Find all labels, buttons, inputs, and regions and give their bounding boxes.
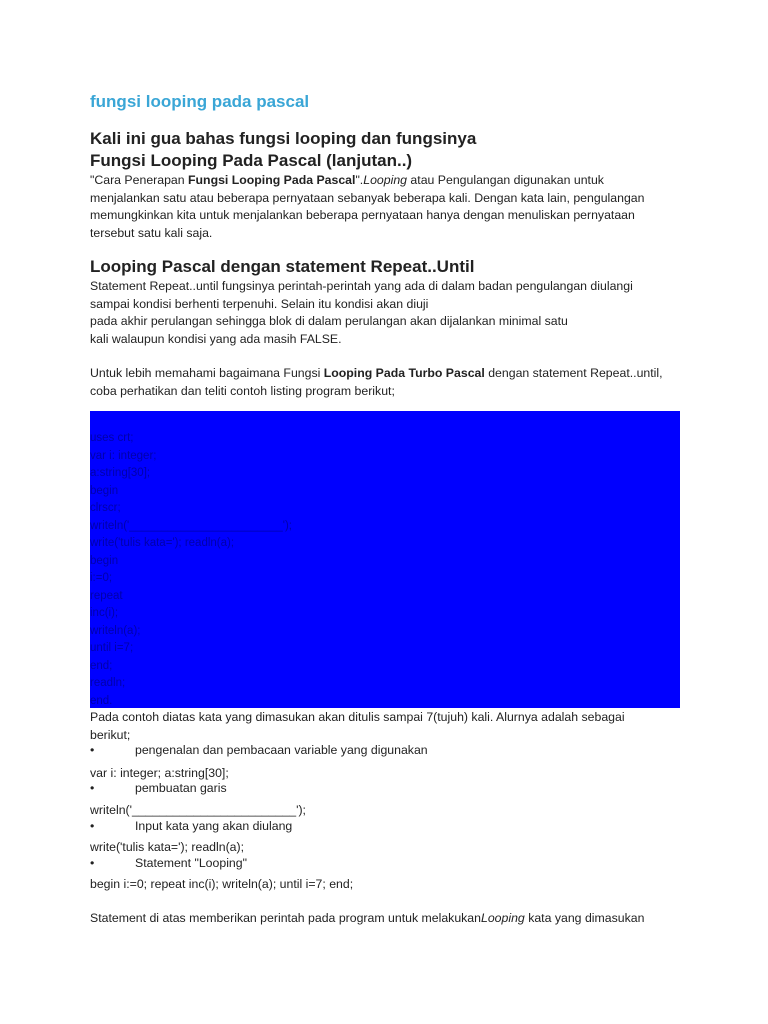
instruction-line-1 [90, 365, 680, 383]
bullet-dot: • [90, 819, 95, 833]
instruction-line-2: coba perhatikan dan teliti contoh listing program berikut; [90, 383, 395, 398]
code-listing [90, 411, 680, 708]
intro-text-b: ". [355, 173, 364, 187]
bullet-label: Input kata yang akan diulang [135, 819, 293, 833]
bullet-label: Statement "Looping" [135, 856, 247, 870]
bullet-dot: • [90, 781, 95, 795]
intro-line-3: memungkinkan kita untuk menjalankan beberapa pernyataan hanya dengan menuliskan pernyataan [90, 208, 635, 222]
closing-text-b: kata yang dimasukan [524, 911, 645, 925]
code-line: write('tulis kata='); readln(a); [90, 537, 235, 549]
closing-paragraph [90, 911, 644, 925]
intro-line-4: tersebut satu kali saja. [90, 225, 213, 240]
instruction-text-a: Untuk lebih memahami bagaimana Fungsi [90, 366, 324, 380]
intro-bold: Fungsi Looping Pada Pascal [188, 173, 356, 187]
code-line: a:string[30]; [90, 467, 151, 479]
repeat-desc-line: pada akhir perulangan sehingga blok di dalam perulangan akan dijalankan minimal satu [90, 314, 568, 328]
post-title-link[interactable]: fungsi looping pada pascal [90, 92, 310, 111]
bullet-code: begin i:=0; repeat inc(i); writeln(a); until i=7; end; [90, 877, 354, 891]
heading-subtitle: Fungsi Looping Pada Pascal (lanjutan..) [90, 151, 413, 170]
instruction-text-b: dengan statement Repeat..until, [484, 366, 663, 380]
code-line: var i: integer; [90, 449, 157, 462]
code-line: inc(i); [90, 607, 119, 619]
code-line: uses crt; [90, 432, 134, 444]
bullet-code: writeln('________________________'); [90, 803, 306, 817]
code-line: begin [90, 484, 119, 497]
intro-text-a: "Cara Penerapan [90, 173, 189, 187]
bullet-dot: • [90, 743, 95, 757]
intro-italic: Looping [363, 173, 408, 187]
repeat-desc-line: Statement Repeat..until fungsinya perintah-perintah yang ada di dalam badan pengulangan diulangi [90, 279, 633, 293]
code-line: writeln(a); [90, 624, 141, 637]
code-line: i:=0; [90, 572, 113, 584]
repeat-desc-line: sampai kondisi berhenti terpenuhi. Selain itu kondisi akan diuji [90, 296, 429, 311]
heading-intro: Kali ini gua bahas fungsi looping dan fungsinya [90, 129, 477, 148]
repeat-description [90, 278, 680, 348]
code-line: writeln('________________________'); [90, 519, 292, 532]
bullet-code: var i: integer; a:string[30]; [90, 766, 229, 780]
closing-text-a: Statement di atas memberikan perintah pada program untuk melakukan [90, 911, 481, 925]
intro-line-2: menjalankan satu atau beberapa pernyataan sebanyak beberapa kali. Dengan kata lain, pengulangan [90, 190, 645, 205]
code-line: end. [90, 694, 113, 707]
code-line: readln; [90, 677, 126, 689]
explain-line-1: Pada contoh diatas kata yang dimasukan akan ditulis sampai 7(tujuh) kali. Alurnya adalah sebagai [90, 710, 625, 724]
code-line: repeat [90, 589, 123, 602]
intro-line-1 [90, 172, 680, 190]
intro-paragraph [90, 172, 680, 242]
explain-line-2: berikut; [90, 727, 131, 742]
code-line: end; [90, 659, 113, 672]
explain-paragraph [90, 709, 680, 744]
closing-italic: Looping [481, 911, 525, 925]
instruction-paragraph [90, 365, 680, 400]
intro-text-c: atau Pengulangan digunakan untuk [407, 173, 604, 187]
instruction-bold: Looping Pada Turbo Pascal [323, 366, 485, 380]
bullet-label: pengenalan dan pembacaan variable yang digunakan [135, 743, 428, 757]
code-line: begin [90, 554, 119, 567]
heading-repeat-until: Looping Pascal dengan statement Repeat..Until [90, 257, 475, 276]
bullet-dot: • [90, 856, 95, 870]
bullet-label: pembuatan garis [135, 781, 227, 795]
code-line: until i=7; [90, 642, 134, 654]
code-line: clrscr; [90, 502, 121, 514]
repeat-desc-line: kali walaupun kondisi yang ada masih FALSE. [90, 331, 342, 346]
bullet-code: write('tulis kata='); readln(a); [90, 840, 245, 854]
